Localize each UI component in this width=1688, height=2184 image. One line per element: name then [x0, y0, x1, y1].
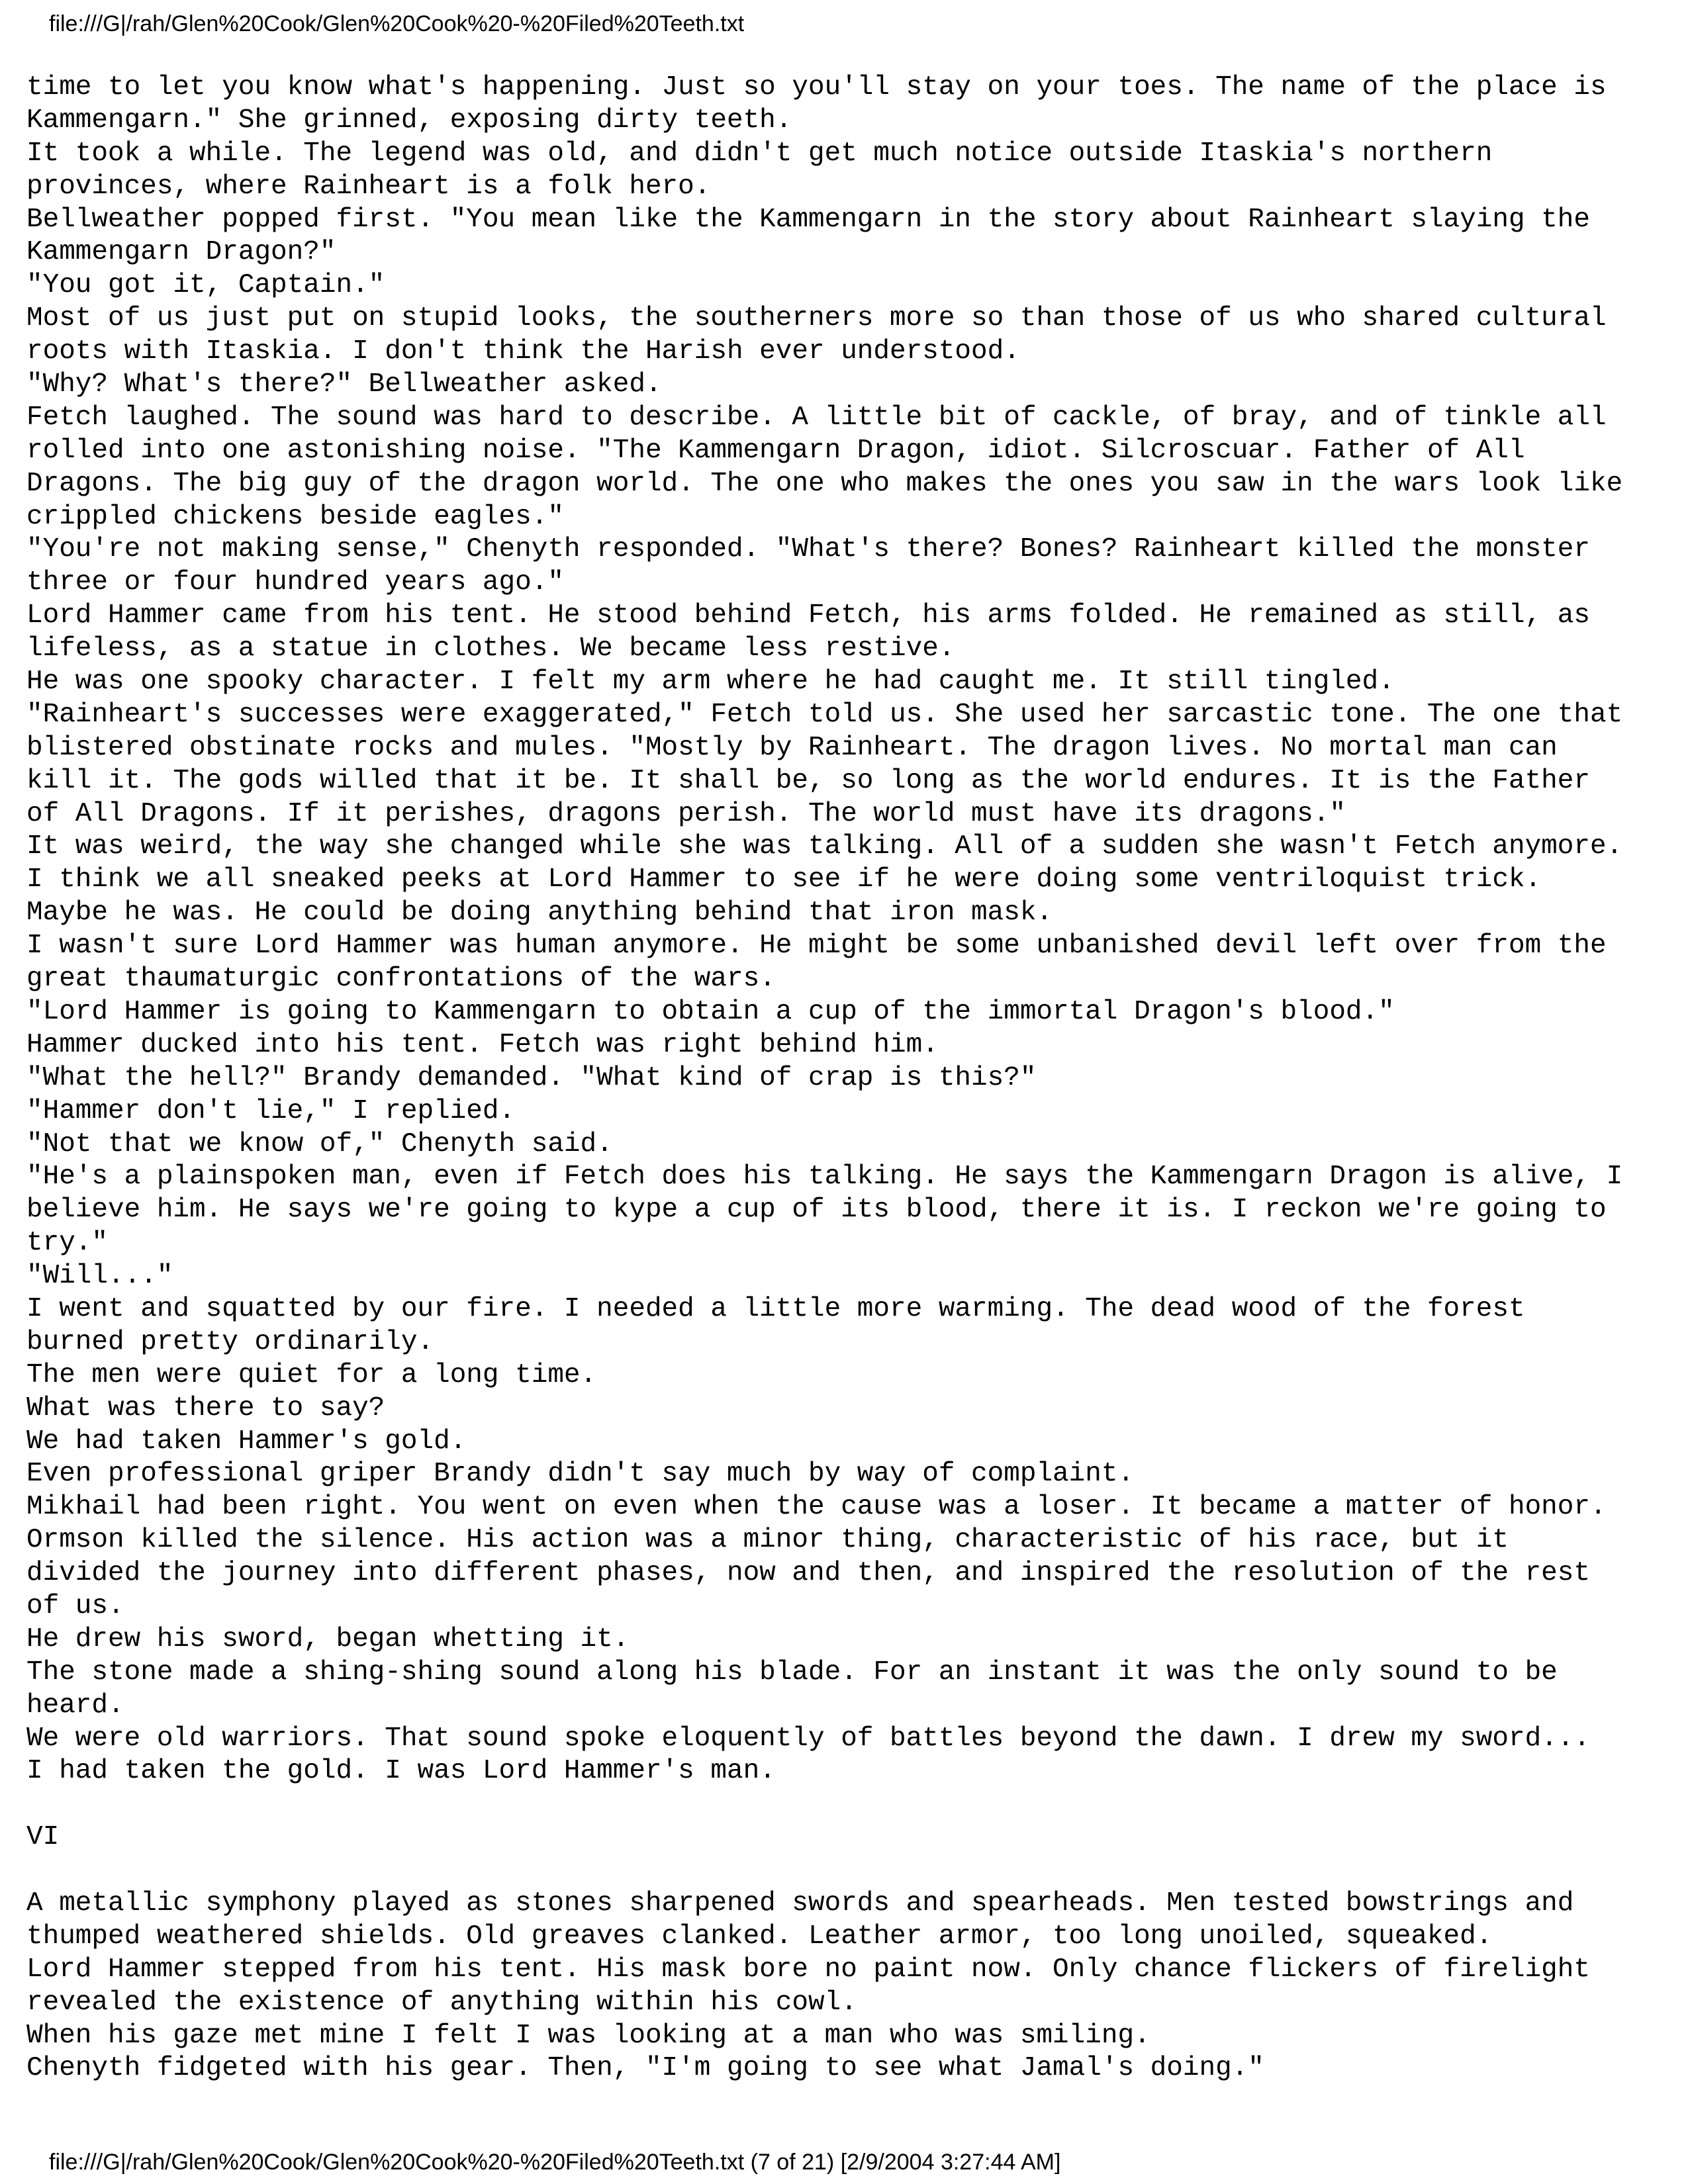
text-line: I think we all sneaked peeks at Lord Hammer to see if he were doing some ventriloquist trick.: [26, 864, 1542, 895]
text-line: When his gaze met mine I felt I was looking at a man who was smiling.: [26, 2020, 1150, 2051]
text-line: provinces, where Rainheart is a folk hero.: [26, 171, 711, 202]
text-line: Most of us just put on stupid looks, the southerners more so than those of us who shared cultural: [26, 303, 1607, 334]
text-line: "You're not making sense," Chenyth responded. "What's there? Bones? Rainheart killed the monster: [26, 534, 1590, 565]
text-line: Dragons. The big guy of the dragon world. The one who makes the ones you saw in the wars look like: [26, 468, 1623, 499]
text-line: rolled into one astonishing noise. "The Kammengarn Dragon, idiot. Silcroscuar. Father of All: [26, 435, 1525, 466]
text-line: "You got it, Captain.": [26, 270, 385, 301]
text-line: Maybe he was. He could be doing anything behind that iron mask.: [26, 897, 1053, 929]
text-line: blistered obstinate rocks and mules. "Mostly by Rainheart. The dragon lives. No mortal man can: [26, 732, 1558, 763]
text-line: The men were quiet for a long time.: [26, 1359, 597, 1390]
text-line: heard.: [26, 1690, 124, 1721]
text-line: roots with Itaskia. I don't think the Harish ever understood.: [26, 336, 1020, 367]
text-line: A metallic symphony played as stones sharpened swords and spearheads. Men tested bowstrings and: [26, 1888, 1574, 1919]
text-line: The stone made a shing-shing sound along his blade. For an instant it was the only sound to be: [26, 1657, 1558, 1688]
text-line: [26, 1854, 1668, 1888]
text-line: It was weird, the way she changed while she was talking. All of a sudden she wasn't Fetch anymore.: [26, 831, 1623, 862]
text-line: time to let you know what's happening. Just so you'll stay on your toes. The name of the place is: [26, 72, 1607, 103]
text-line: [26, 1788, 1668, 1821]
text-line: "Rainheart's successes were exaggerated," Fetch told us. She used her sarcastic tone. The one that: [26, 699, 1623, 730]
text-line: What was there to say?: [26, 1392, 385, 1424]
text-line: revealed the existence of anything within his cowl.: [26, 1987, 857, 2018]
text-line: "Lord Hammer is going to Kammengarn to obtain a cup of the immortal Dragon's blood.": [26, 996, 1395, 1027]
text-line: believe him. He says we're going to kype a cup of its blood, there it is. I reckon we're going to: [26, 1195, 1607, 1226]
text-line: He drew his sword, began whetting it.: [26, 1623, 630, 1655]
text-line: We had taken Hammer's gold.: [26, 1426, 467, 1457]
text-line: Bellweather popped first. "You mean like the Kammengarn in the story about Rainheart slaying the: [26, 204, 1590, 235]
text-line: try.": [26, 1228, 109, 1259]
text-line: three or four hundred years ago.": [26, 567, 564, 598]
text-line: Fetch laughed. The sound was hard to describe. A little bit of cackle, of bray, and of tinkle all: [26, 402, 1607, 433]
text-line: kill it. The gods willed that it be. It shall be, so long as the world endures. It is the Father: [26, 765, 1590, 796]
text-line: Hammer ducked into his tent. Fetch was right behind him.: [26, 1029, 939, 1060]
text-line: "Will...": [26, 1261, 173, 1292]
text-line: We were old warriors. That sound spoke eloquently of battles beyond the dawn. I drew my sword...: [26, 1723, 1590, 1754]
text-line: I had taken the gold. I was Lord Hammer's man.: [26, 1756, 776, 1787]
text-line: Ormson killed the silence. His action was a minor thing, characteristic of his race, but it: [26, 1525, 1509, 1556]
footer-timestamp: [2/9/2004 3:27:44 AM]: [840, 2150, 1061, 2175]
footer-path: file:///G|/rah/Glen%20Cook/Glen%20Cook%20-%20Filed%20Teeth.txt: [49, 2150, 745, 2175]
text-line: Kammengarn." She grinned, exposing dirty teeth.: [26, 105, 792, 136]
text-line: I wasn't sure Lord Hammer was human anymore. He might be some unbanished devil left over from the: [26, 931, 1607, 962]
text-line: "Why? What's there?" Bellweather asked.: [26, 369, 662, 400]
text-line: of All Dragons. If it perishes, dragons perish. The world must have its dragons.": [26, 798, 1346, 829]
text-line: burned pretty ordinarily.: [26, 1326, 434, 1357]
page-header-path: file:///G|/rah/Glen%20Cook/Glen%20Cook%20-%20Filed%20Teeth.txt: [49, 11, 745, 36]
text-line: Lord Hammer stepped from his tent. His mask bore no paint now. Only chance flickers of firelight: [26, 1954, 1590, 1985]
text-line: crippled chickens beside eagles.": [26, 501, 564, 532]
text-line: He was one spooky character. I felt my arm where he had caught me. It still tingled.: [26, 666, 1395, 698]
text-line: of us.: [26, 1590, 124, 1621]
text-line: Chenyth fidgeted with his gear. Then, "I'm going to see what Jamal's doing.": [26, 2053, 1264, 2084]
text-line: great thaumaturgic confrontations of the wars.: [26, 964, 776, 995]
text-line: It took a while. The legend was old, and didn't get much notice outside Itaskia's northern: [26, 138, 1493, 169]
document-body: [26, 71, 1668, 2085]
footer-page-count: (7 of 21): [750, 2150, 835, 2175]
text-line: "Hammer don't lie," I replied.: [26, 1095, 516, 1126]
text-line: "He's a plainspoken man, even if Fetch does his talking. He says the Kammengarn Dragon is alive, I: [26, 1161, 1623, 1193]
text-line: thumped weathered shields. Old greaves clanked. Leather armor, too long unoiled, squeaked.: [26, 1921, 1493, 1952]
text-line: Kammengarn Dragon?": [26, 237, 336, 268]
text-line: Even professional griper Brandy didn't say much by way of complaint.: [26, 1459, 1135, 1490]
text-line: divided the journey into different phases, now and then, and inspired the resolution of the rest: [26, 1558, 1590, 1589]
text-line: VI: [26, 1822, 60, 1853]
text-line: Mikhail had been right. You went on even when the cause was a loser. It became a matter of honor.: [26, 1492, 1607, 1523]
text-line: "What the hell?" Brandy demanded. "What kind of crap is this?": [26, 1062, 1037, 1093]
text-line: Lord Hammer came from his tent. He stood behind Fetch, his arms folded. He remained as still, as: [26, 600, 1590, 631]
page-footer: [49, 2149, 1060, 2175]
text-line: lifeless, as a statue in clothes. We became less restive.: [26, 633, 955, 664]
text-line: I went and squatted by our fire. I needed a little more warming. The dead wood of the forest: [26, 1293, 1525, 1324]
text-line: "Not that we know of," Chenyth said.: [26, 1128, 613, 1160]
